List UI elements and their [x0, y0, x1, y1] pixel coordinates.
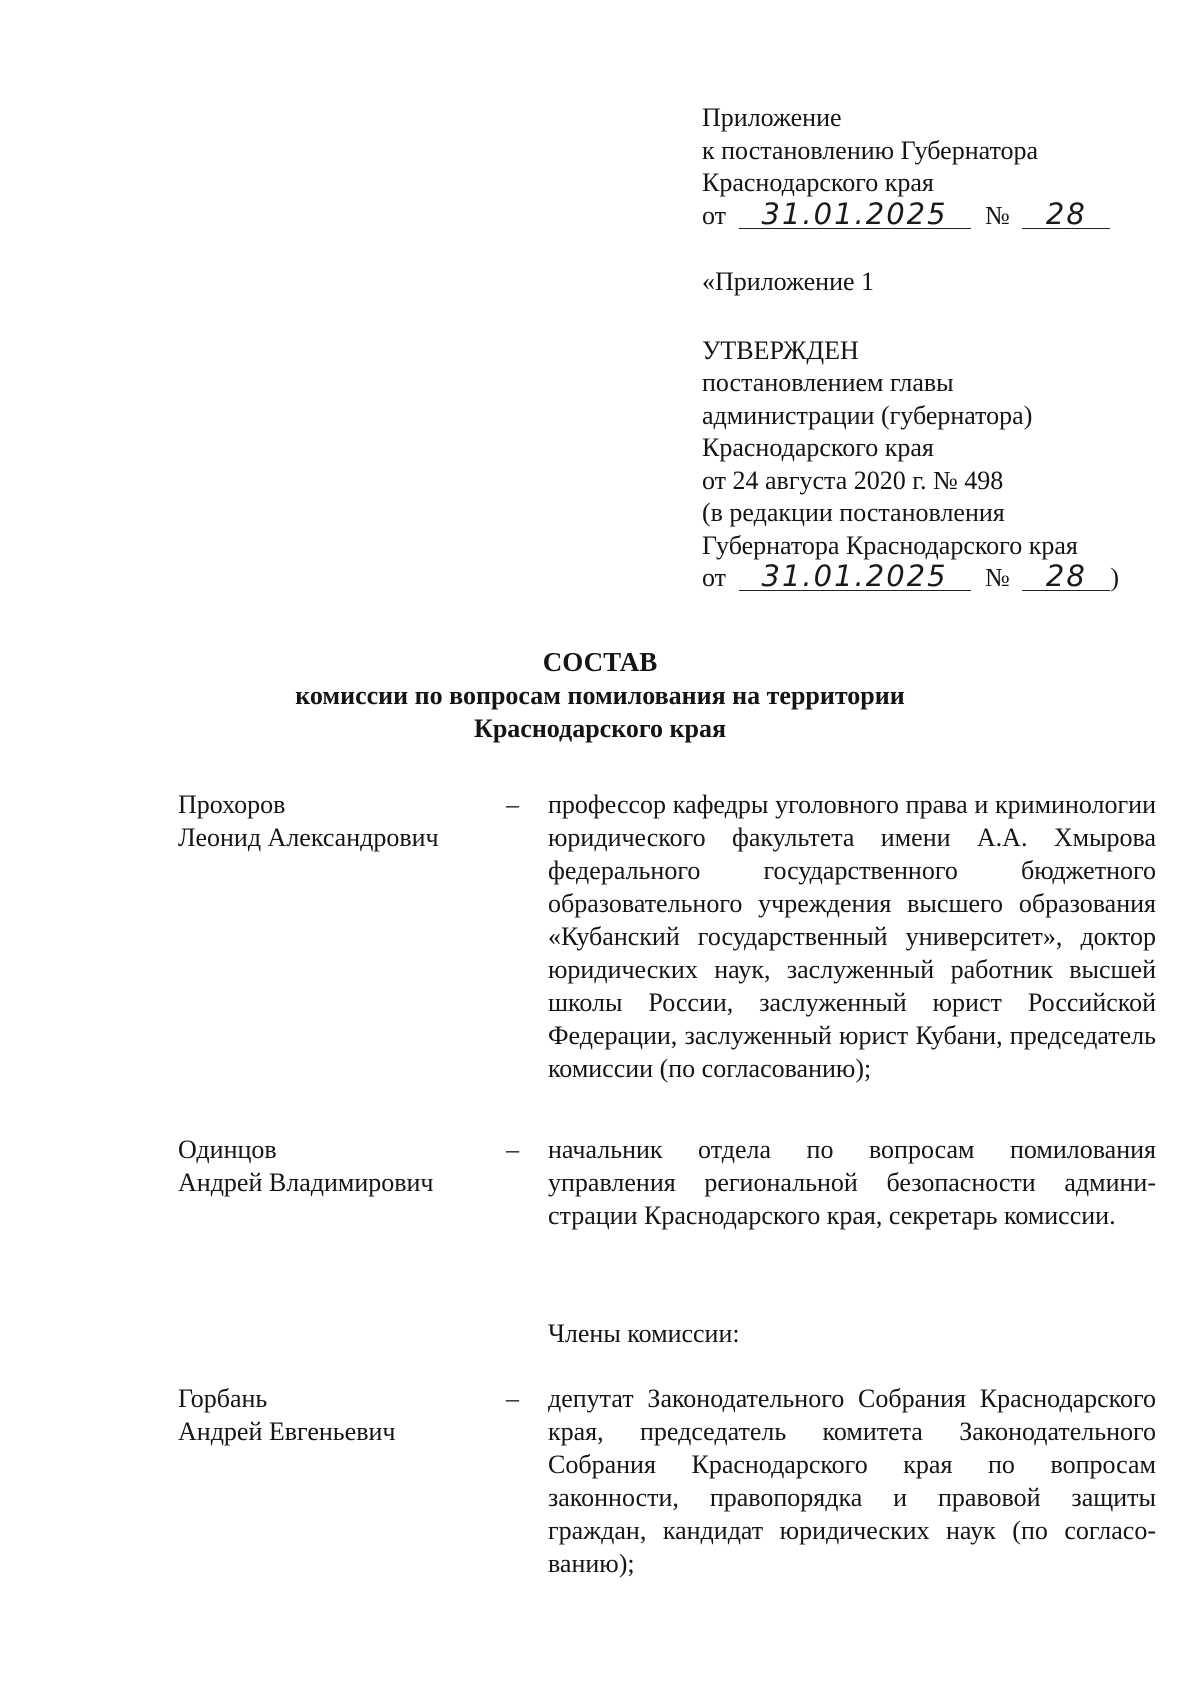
- member-description: профессор кафедры уголовного права и криминологии юридического факультета имени А.А. Хмырова федерального государственного бюджетного образовательного учреждения высшего образования «Кубанский государственный университет», доктор юридических наук, заслуженный работник высшей школы России, заслуженный юрист Российской Федерации, заслуженный юрист Кубани, председатель комиссии (по согласованию);: [548, 790, 1156, 1083]
- member-description: депутат Законодательного Собрания Краснодарского края, председатель комитета Законодательного Собрания Краснодарского края по вопросам законности, правопорядка и правовой защиты граждан, кандидат юридических наук (по согласованию);: [548, 1384, 1156, 1578]
- approval-line-5: (в редакции постановления: [702, 498, 1005, 527]
- title-line-2: комиссии по вопросам помилования на территории: [295, 681, 905, 710]
- member-surname: Одинцов: [178, 1135, 277, 1164]
- approval-date-line: [702, 559, 1122, 595]
- member-name: [178, 1382, 478, 1448]
- approved-label: УТВЕРЖДЕН: [702, 335, 859, 365]
- member-dash: –: [506, 1135, 519, 1164]
- appendix-1-reference: «Приложение 1: [702, 267, 875, 296]
- member-given-names: Андрей Евгеньевич: [178, 1417, 396, 1446]
- handwritten-date: 31.01.2025: [739, 562, 971, 591]
- title-line-3: Краснодарского края: [473, 714, 727, 743]
- member-description: начальник отдела по вопросам помилования управления региональной безопасности администрации Краснодарского края, секретарь комиссии.: [548, 1135, 1156, 1230]
- appendix-header: [702, 102, 1122, 595]
- closing-paren: ): [1110, 563, 1120, 592]
- approval-line-1: постановлением главы: [702, 368, 954, 397]
- approval-line-6: Губернатора Краснодарского края: [702, 530, 1078, 560]
- member-given-names: Леонид Александрович: [178, 823, 439, 852]
- number-label: №: [985, 563, 1010, 592]
- from-label: от: [702, 200, 727, 230]
- member-name: [178, 788, 478, 854]
- number-label: №: [985, 200, 1010, 230]
- member-surname: Горбань: [178, 1384, 268, 1413]
- handwritten-number: 28: [1022, 200, 1110, 229]
- title-main: СОСТАВ: [542, 647, 658, 677]
- appendix-date-line: [702, 196, 1122, 233]
- document-title: [0, 646, 1200, 745]
- from-label: от: [702, 563, 727, 592]
- member-dash: –: [506, 790, 519, 819]
- member-name: [178, 1133, 478, 1199]
- member-surname: Прохоров: [178, 790, 286, 819]
- approval-line-2: администрации (губернатора): [702, 400, 1033, 430]
- member-given-names: Андрей Владимирович: [178, 1168, 434, 1197]
- member-dash: –: [506, 1384, 519, 1413]
- handwritten-date: 31.01.2025: [739, 200, 971, 229]
- approval-line-3: Краснодарского края: [702, 433, 934, 462]
- appendix-region: Краснодарского края: [702, 168, 934, 197]
- appendix-to-resolution: к постановлению Губернатора: [702, 135, 1039, 165]
- appendix-title: Приложение: [702, 103, 842, 132]
- handwritten-number: 28: [1022, 562, 1110, 591]
- approval-line-4: от 24 августа 2020 г. № 498: [702, 465, 1004, 495]
- members-heading: Члены комиссии:: [548, 1319, 740, 1348]
